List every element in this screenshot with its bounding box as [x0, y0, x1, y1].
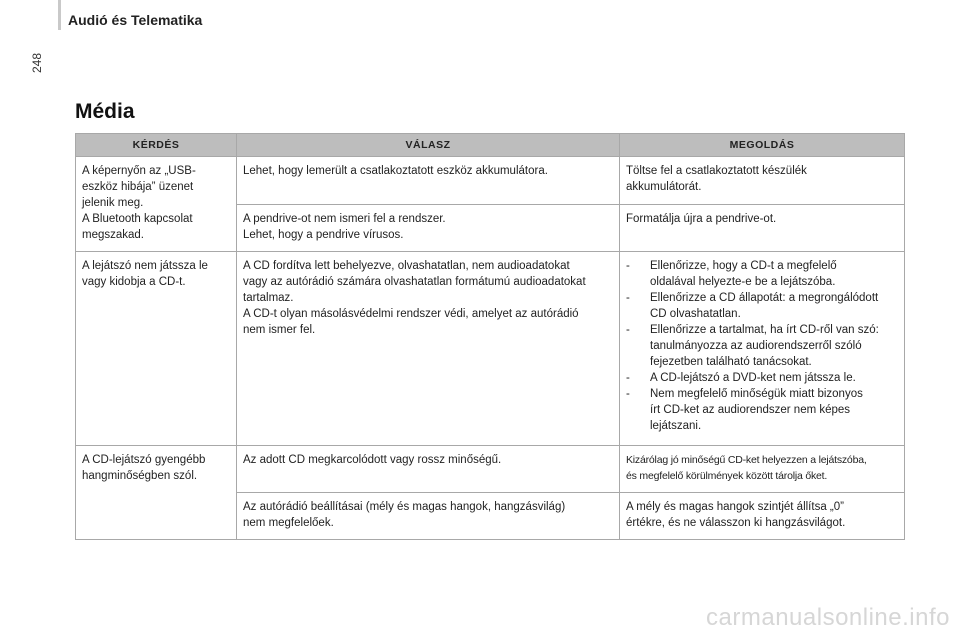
answer-line: A CD-t olyan másolásvédelmi rendszer védi, amelyet az autórádió: [243, 308, 579, 320]
solution-line: Kizárólag jó minőségű CD-ket helyezzen a lejátszóba,: [626, 454, 867, 466]
page-heading: Média: [75, 100, 135, 123]
solution-line: értékre, és ne válasszon ki hangzásvilágot.: [626, 517, 846, 529]
solution-step-line: - Ellenőrizze a CD állapotát: a megrongálódott: [650, 292, 879, 304]
solution-cell: [620, 157, 905, 205]
solution-cell: [620, 252, 905, 446]
faq-table: [75, 133, 905, 540]
question-line: vagy kidobja a CD-t.: [82, 276, 186, 288]
question-line: A Bluetooth kapcsolat: [82, 213, 193, 225]
question-line: A CD-lejátszó gyengébb: [82, 454, 206, 466]
solution-step-line: - A CD-lejátszó a DVD-ket nem játssza le.: [650, 372, 856, 384]
table-row: [76, 157, 905, 205]
solution-step-line: - Ellenőrizze, hogy a CD-t a megfelelő: [650, 260, 837, 272]
solution-line: és megfelelő körülmények között tárolja őket.: [626, 470, 828, 482]
solution-step: [626, 322, 898, 370]
table-row: [76, 252, 905, 446]
solution-step-line: - Ellenőrizze a tartalmat, ha írt CD-ről van szó:: [650, 324, 879, 336]
answer-line: A pendrive-ot nem ismeri fel a rendszer.: [243, 212, 446, 225]
question-line: A lejátszó nem játssza le: [82, 260, 208, 272]
solution-step-line: fejezetben található tanácsokat.: [650, 356, 812, 368]
answer-line: Lehet, hogy a pendrive vírusos.: [243, 228, 404, 241]
solution-line: Töltse fel a csatlakoztatott készülék: [626, 165, 807, 177]
answer-line: Lehet, hogy lemerült a csatlakoztatott eszköz akkumulátora.: [243, 165, 548, 177]
solution-step: [626, 258, 898, 290]
answer-line: A CD fordítva lett behelyezve, olvashatatlan, nem audioadatokat: [243, 260, 570, 272]
solution-step-line: tanulmányozza az audiorendszerről szóló: [650, 340, 862, 352]
question-line: A képernyőn az „USB-: [82, 165, 196, 177]
section-title: Audió és Telematika: [68, 12, 203, 28]
question-line: jelenik meg.: [82, 197, 144, 209]
watermark: carmanualsonline.info: [706, 604, 950, 631]
question-line: megszakad.: [82, 229, 145, 241]
solution-line: A mély és magas hangok szintjét állítsa „0”: [626, 501, 844, 513]
table-header-row: [76, 134, 905, 157]
question-cell: [76, 446, 237, 540]
table-row: [76, 446, 905, 493]
answer-line: Az autórádió beállításai (mély és magas hangok, hangzásvilág): [243, 501, 566, 513]
answer-cell: [237, 493, 620, 540]
solution-step-line: írt CD-ket az audiorendszer nem képes: [650, 404, 851, 416]
answer-line: tartalmaz.: [243, 292, 294, 304]
solution-step-line: CD olvashatatlan.: [650, 308, 741, 320]
question-line: hangminőségben szól.: [82, 470, 198, 482]
solution-cell: [620, 204, 905, 252]
page-number: 248: [30, 52, 44, 74]
answer-line: nem ismer fel.: [243, 324, 316, 336]
answer-cell: [237, 157, 620, 205]
solution-step: [626, 386, 898, 434]
solution-line: akkumulátorát.: [626, 181, 702, 193]
solution-cell: [620, 446, 905, 493]
answer-cell: [237, 446, 620, 493]
section-marker-bar: [58, 0, 61, 30]
answer-line: vagy az autórádió számára olvashatatlan formátumú audioadatokat: [243, 276, 586, 288]
solution-steps-list: [626, 258, 898, 434]
question-line: eszköz hibája” üzenet: [82, 181, 194, 193]
answer-line: Az adott CD megkarcolódott vagy rossz minőségű.: [243, 454, 502, 466]
solution-step: [626, 370, 898, 386]
solution-step-line: oldalával helyezte-e be a lejátszóba.: [650, 276, 836, 288]
column-header-solution: MEGOLDÁS: [620, 134, 905, 157]
question-cell: [76, 252, 237, 446]
solution-line: Formatálja újra a pendrive-ot.: [626, 212, 777, 225]
solution-cell: [620, 493, 905, 540]
answer-cell: [237, 204, 620, 252]
answer-cell: [237, 252, 620, 446]
solution-step: [626, 290, 898, 322]
answer-line: nem megfelelőek.: [243, 517, 334, 529]
solution-step-line: - Nem megfelelő minőségük miatt bizonyos: [650, 388, 863, 400]
column-header-answer: VÁLASZ: [237, 134, 620, 157]
solution-step-line: lejátszani.: [650, 420, 702, 432]
column-header-question: KÉRDÉS: [76, 134, 237, 157]
question-cell: [76, 157, 237, 252]
